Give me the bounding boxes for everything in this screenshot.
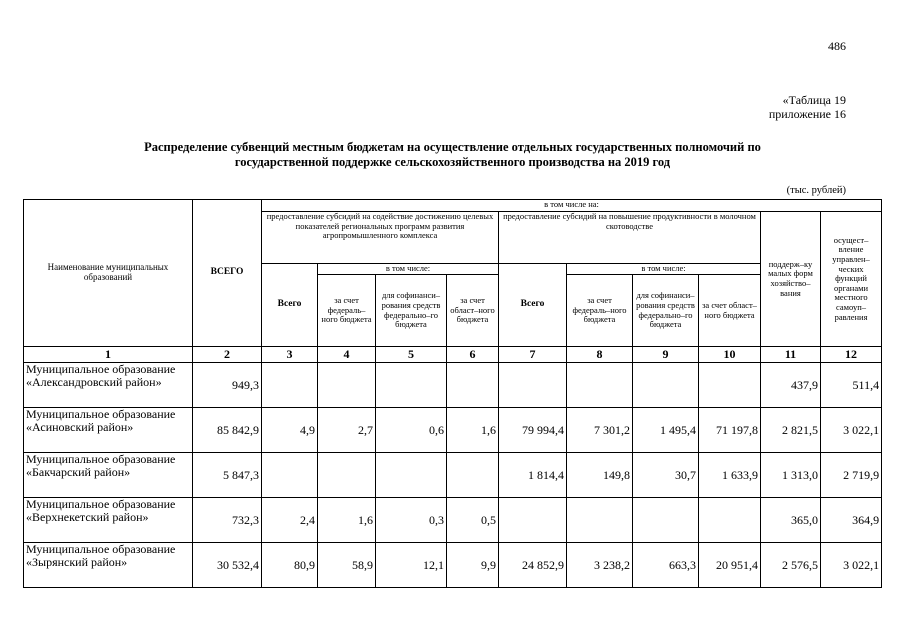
cell-g1-federal: 2,7: [318, 408, 376, 453]
col-number: 8: [567, 347, 633, 363]
cell-governance: 2 719,9: [821, 453, 882, 498]
title-line-1: Распределение субвенций местным бюджетам на осуществление отдельных государственных полномочий по: [144, 140, 761, 154]
cell-governance: 511,4: [821, 363, 882, 408]
title-line-2: государственной поддержке сельскохозяйственного производства на 2019 год: [234, 155, 671, 169]
header-g1-federal: за счет федераль–ного бюджета: [318, 275, 376, 347]
cell-g1-cofinancing: [376, 453, 447, 498]
header-g1-total: Всего: [262, 264, 318, 347]
header-municipality: Наименование муниципальных образований: [24, 200, 193, 347]
municipality-name: Муниципальное образование «Верхнекетский район»: [24, 498, 193, 543]
document-title: [85, 140, 820, 170]
municipality-name: Муниципальное образование «Асиновский район»: [24, 408, 193, 453]
cell-g2-regional: [699, 498, 761, 543]
page-number: 486: [828, 39, 846, 53]
cell-g2-regional: 71 197,8: [699, 408, 761, 453]
header-governance: осущест–вление управлен–ческих функций органами местного самоуп–равления: [821, 212, 882, 347]
cell-g2-total: 24 852,9: [499, 543, 567, 588]
cell-g1-federal: 1,6: [318, 498, 376, 543]
municipality-name: Муниципальное образование «Бакчарский район»: [24, 453, 193, 498]
cell-g2-cofinancing: [633, 498, 699, 543]
col-number: 1: [24, 347, 193, 363]
cell-small-farms: 1 313,0: [761, 453, 821, 498]
cell-governance: 364,9: [821, 498, 882, 543]
cell-g1-regional: 9,9: [447, 543, 499, 588]
col-number: 6: [447, 347, 499, 363]
cell-g1-federal: 58,9: [318, 543, 376, 588]
header-group-agro-program: предоставление субсидий на содействие достижению целевых показателей региональных программ развития агропромышленного комплекса: [262, 212, 499, 264]
appendix-ref-line: приложение 16: [768, 107, 846, 121]
municipality-name: Муниципальное образование «Александровский район»: [24, 363, 193, 408]
table-row: [24, 408, 882, 453]
col-number: 10: [699, 347, 761, 363]
header-g2-federal: за счет федераль–ного бюджета: [567, 275, 633, 347]
cell-g1-total: 80,9: [262, 543, 318, 588]
header-small-farms: поддерж–ку малых форм хозяйство–вания: [761, 212, 821, 347]
col-number: 3: [262, 347, 318, 363]
cell-g1-federal: [318, 453, 376, 498]
table-ref-line: «Таблица 19: [782, 93, 846, 107]
table-row: [24, 453, 882, 498]
cell-g2-regional: 20 951,4: [699, 543, 761, 588]
header-group-dairy: предоставление субсидий на повышение продуктивности в молочном скотоводстве: [499, 212, 761, 264]
cell-g1-cofinancing: 0,6: [376, 408, 447, 453]
cell-g2-federal: [567, 498, 633, 543]
table-row: [24, 543, 882, 588]
table-reference: [660, 93, 846, 121]
header-g1-regional: за счет област–ного бюджета: [447, 275, 499, 347]
cell-small-farms: 437,9: [761, 363, 821, 408]
cell-governance: 3 022,1: [821, 543, 882, 588]
header-g2-including: в том числе:: [567, 264, 761, 275]
table-row: [24, 498, 882, 543]
cell-g2-total: 1 814,4: [499, 453, 567, 498]
header-g1-including: в том числе:: [318, 264, 499, 275]
cell-g1-total: [262, 453, 318, 498]
header-g1-cofinancing: для софинанси–рования средств федерально–го бюджета: [376, 275, 447, 347]
cell-g2-regional: [699, 363, 761, 408]
cell-g1-cofinancing: 0,3: [376, 498, 447, 543]
cell-g2-federal: 149,8: [567, 453, 633, 498]
cell-g2-federal: [567, 363, 633, 408]
cell-g1-regional: [447, 363, 499, 408]
cell-g2-total: [499, 498, 567, 543]
header-g2-regional: за счет област–ного бюджета: [699, 275, 761, 347]
header-total: ВСЕГО: [193, 200, 262, 347]
cell-governance: 3 022,1: [821, 408, 882, 453]
cell-total: 30 532,4: [193, 543, 262, 588]
col-number: 9: [633, 347, 699, 363]
cell-g1-regional: [447, 453, 499, 498]
cell-g1-federal: [318, 363, 376, 408]
header-g2-cofinancing: для софинанси–рования средств федерально–го бюджета: [633, 275, 699, 347]
cell-small-farms: 2 821,5: [761, 408, 821, 453]
cell-g1-total: 4,9: [262, 408, 318, 453]
cell-g1-total: 2,4: [262, 498, 318, 543]
cell-g2-total: 79 994,4: [499, 408, 567, 453]
header-including: в том числе на:: [262, 200, 882, 212]
cell-g1-total: [262, 363, 318, 408]
cell-g1-regional: 1,6: [447, 408, 499, 453]
subvention-table: [23, 199, 882, 588]
cell-total: 732,3: [193, 498, 262, 543]
units-label: (тыс. рублей): [786, 185, 846, 196]
cell-small-farms: 365,0: [761, 498, 821, 543]
col-number: 7: [499, 347, 567, 363]
cell-total: 85 842,9: [193, 408, 262, 453]
col-number: 2: [193, 347, 262, 363]
cell-g2-total: [499, 363, 567, 408]
col-number: 12: [821, 347, 882, 363]
header-g2-total: Всего: [499, 264, 567, 347]
cell-g1-cofinancing: 12,1: [376, 543, 447, 588]
table-row: [24, 363, 882, 408]
cell-g2-federal: 3 238,2: [567, 543, 633, 588]
cell-g2-cofinancing: 1 495,4: [633, 408, 699, 453]
cell-g1-regional: 0,5: [447, 498, 499, 543]
cell-small-farms: 2 576,5: [761, 543, 821, 588]
cell-g2-cofinancing: 30,7: [633, 453, 699, 498]
municipality-name: Муниципальное образование «Зырянский район»: [24, 543, 193, 588]
col-number: 4: [318, 347, 376, 363]
cell-total: 5 847,3: [193, 453, 262, 498]
column-number-row: [24, 347, 882, 363]
col-number: 5: [376, 347, 447, 363]
cell-g2-cofinancing: [633, 363, 699, 408]
cell-g1-cofinancing: [376, 363, 447, 408]
cell-g2-federal: 7 301,2: [567, 408, 633, 453]
col-number: 11: [761, 347, 821, 363]
cell-total: 949,3: [193, 363, 262, 408]
cell-g2-cofinancing: 663,3: [633, 543, 699, 588]
cell-g2-regional: 1 633,9: [699, 453, 761, 498]
